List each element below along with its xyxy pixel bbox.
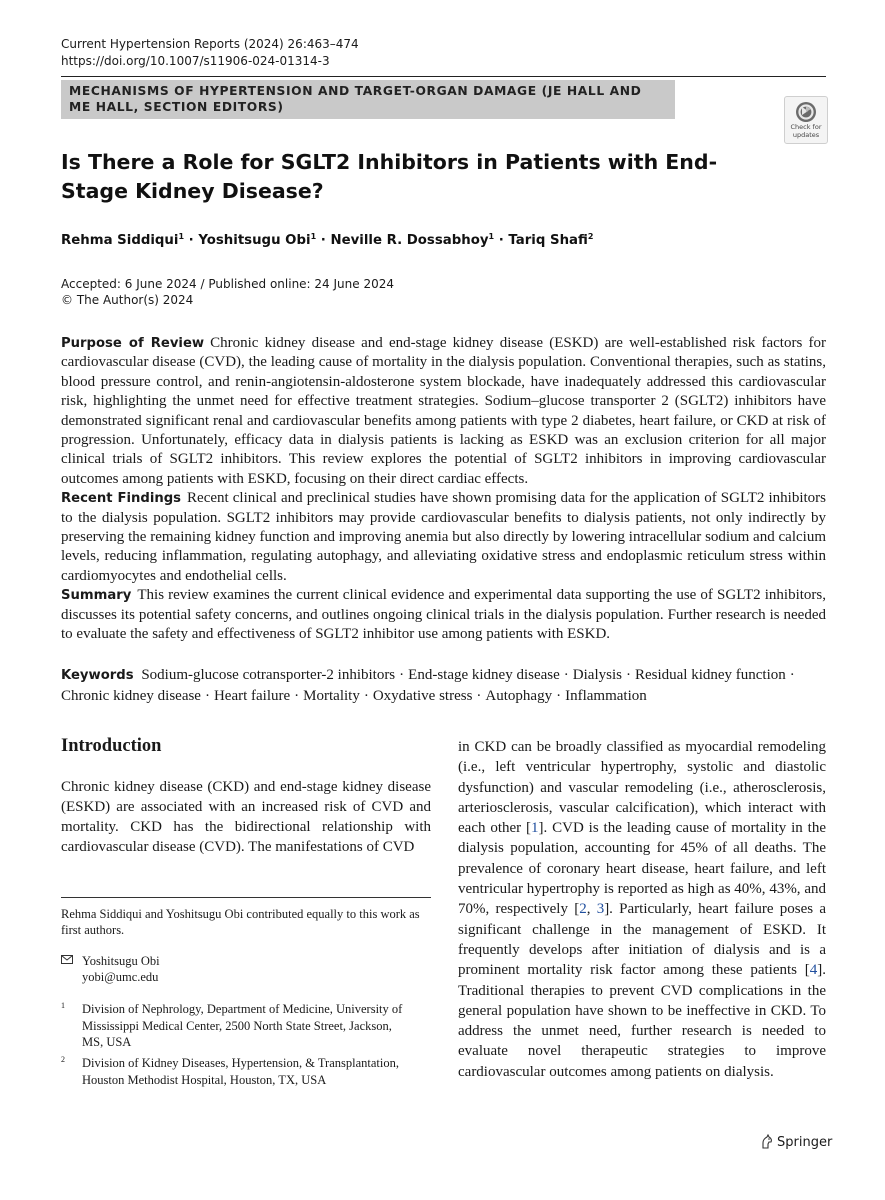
correspondence-email[interactable]: yobi@umc.edu [82,970,159,984]
affiliation-marker: 1 [310,232,317,241]
keyword[interactable]: Sodium-glucose cotransporter-2 inhibitors [141,667,396,683]
journal-header [61,36,359,70]
affiliation-number: 1 [61,1001,65,1010]
author-name[interactable]: Tariq Shafi [508,233,588,248]
abstract-section-text: Chronic kidney disease and end-stage kidney disease (ESKD) are well-established risk factors for cardiovascular disease (CVD), the leading cause of mortality in the dialysis population. Conventional therapies, such as statins, blood pressure control, and renin-angiotensin-aldosterone system blockade, have inadequately addressed this cardiovascular risk, highlighting the unmet need for effective treatment strategies. Sodium–glucose transporter 2 (SGLT2) inhibitors have demonstrated significant renal and cardiovascular benefits among patients with type 2 diabetes, heart failure, or CKD at risk of progression. Unfortunately, efficacy data in dialysis patients is lacking as ESKD was an exclusion criterion for all major clinical trials of SGLT2 inhibitors. This review explores the potential of SGLT2 inhibitors in improving cardiovascular outcomes among patients with ESKD, focusing on their direct cardiac effects. [61,335,826,487]
citation-separator: , [586,901,597,918]
author-separator: · [184,233,199,248]
affiliation-number: 2 [61,1055,65,1064]
body-text: ]. Particularly, heart failure poses a significant challenge in the management of ESKD. It frequently develops after initiation of dialysis and is a prominent mortality risk factor among these patients [ [458,901,826,979]
keyword[interactable]: Inflammation [565,688,647,704]
abstract-purpose [61,334,826,489]
accepted-published-dates: Accepted: 6 June 2024 / Published online: 24 June 2024 [61,277,394,291]
affiliation-text: Division of Kidney Diseases, Hypertension, & Transplantation, Houston Methodist Hospital, Houston, TX, USA [82,1056,399,1087]
introduction-heading: Introduction [61,736,162,756]
keyword[interactable]: Mortality [303,688,360,704]
abstract [61,334,826,645]
affiliation-marker: 2 [587,232,594,241]
keyword-separator: · [363,688,369,704]
keyword-separator: · [294,688,300,704]
footnote-rule [61,897,431,898]
keyword-separator: · [625,667,631,683]
citation-link[interactable]: 4 [809,962,818,979]
publisher-mark [760,1134,832,1151]
citation-link[interactable]: 3 [596,901,605,918]
abstract-section-text: Recent clinical and preclinical studies have shown promising data for the application of SGLT2 inhibitors to the dialysis population. SGLT2 inhibitors may provide cardiovascular benefits to dialysis patients, not only indirectly by preserving the remaining kidney function and improving anemia but also directly by lowering intracellular sodium and calcium levels, reducing inflammation, regulating autophagy, and alleviating oxidative stress and endoplasmic reticulum stress within cardiomyocytes and endothelial cells. [61,490,827,584]
check-for-updates-badge[interactable] [784,96,828,144]
equal-contribution-note: Rehma Siddiqui and Yoshitsugu Obi contributed equally to this work as first authors. [61,907,420,937]
article-title: Is There a Role for SGLT2 Inhibitors in Patients with End-Stage Kidney Disease? [61,150,718,203]
check-for-label: Check for [790,123,822,131]
keyword[interactable]: Dialysis [572,667,622,683]
citation-link[interactable]: 1 [531,820,539,837]
keyword-separator: · [204,688,210,704]
affiliation-marker: 1 [178,232,185,241]
abstract-summary [61,586,826,644]
author-name[interactable]: Neville R. Dossabhoy [330,233,489,248]
author-separator: · [494,233,509,248]
keyword-separator: · [476,688,482,704]
correspondence-details [82,953,160,985]
affiliation-text: Division of Nephrology, Department of Medicine, University of Mississippi Medical Center, 2500 North State Street, Jackson, MS, USA [82,1002,403,1049]
abstract-section-text: This review examines the current clinical evidence and experimental data supporting the use of SGLT2 inhibitors, discusses its potential safety concerns, and outlines ongoing clinical trials in the dialysis population. Further research is needed to evaluate the safety and effectiveness of SGLT2 inhibitor use among patients with ESKD. [61,587,826,643]
author-name[interactable]: Yoshitsugu Obi [198,233,311,248]
correspondence-name: Yoshitsugu Obi [82,954,160,968]
body-text: ]. CVD is the leading cause of mortality in the dialysis population, accounting for 45% of all deaths. The prevalence of coronary heart disease, heart failure, and left ventricular hypertrophy is reported as high as 40%, 43%, and 70%, respectively [ [458,820,827,918]
citation-link[interactable]: 2 [579,901,587,918]
affiliation-marker: 1 [488,232,495,241]
header-rule [61,76,826,77]
publication-dates [61,276,394,308]
abstract-section-heading: Purpose of Review [61,336,205,351]
check-for-updates-icon [795,101,817,123]
journal-citation: Current Hypertension Reports (2024) 26:463–474 [61,37,359,51]
author-separator: · [316,233,331,248]
author-list [61,228,593,250]
keywords-heading: Keywords [61,668,134,683]
keyword[interactable]: End-stage kidney disease [408,667,560,683]
introduction-left-column: Chronic kidney disease (CKD) and end-stage kidney disease (ESKD) are associated with an increased risk of CVD and mortality. CKD has the bidirectional relationship with cardiovascular disease (CVD). The manifestations of CVD [61,779,431,855]
keyword-separator: · [399,667,405,683]
affiliation-2 [61,1055,431,1088]
keyword-separator: · [556,688,562,704]
introduction-right-column [458,737,826,1082]
keyword[interactable]: Heart failure [213,688,291,704]
keyword-separator: · [563,667,569,683]
keyword-separator: · [789,667,795,683]
keyword[interactable]: Autophagy [485,688,553,704]
abstract-section-heading: Summary [61,588,132,604]
section-banner: MECHANISMS OF HYPERTENSION AND TARGET-ORGAN DAMAGE (JE HALL AND ME HALL, SECTION EDITORS) [61,80,675,119]
envelope-icon [61,955,73,964]
keywords [61,665,826,706]
updates-label: updates [792,131,820,139]
body-text: ]. Traditional therapies to prevent CVD complications in the general population have shown to be ineffective in CKD. To address the unmet need, further research is needed to evaluate novel therapeutic strategies to improve cardiovascular outcomes among patients on dialysis. [458,962,826,1080]
publisher-name: Springer [777,1135,833,1150]
body-text: in CKD can be broadly classified as myocardial remodeling (i.e., left ventricular hypertrophy, systolic and diastolic dysfunction) and vascular remodeling (i.e., atherosclerosis, arteriosclerosis, vascular calcification), which interact with each other [ [458,739,826,837]
affiliation-1 [61,1001,431,1051]
copyright-line: © The Author(s) 2024 [61,293,194,307]
author-name[interactable]: Rehma Siddiqui [61,233,179,248]
keyword[interactable]: Residual kidney function [634,667,786,683]
keyword[interactable]: Chronic kidney disease [61,688,201,704]
keyword[interactable]: Oxydative stress [372,688,473,704]
abstract-section-heading: Recent Findings [61,491,182,507]
springer-horse-icon [760,1134,774,1149]
abstract-findings [61,489,826,586]
doi-link[interactable]: https://doi.org/10.1007/s11906-024-01314-3 [61,54,330,68]
